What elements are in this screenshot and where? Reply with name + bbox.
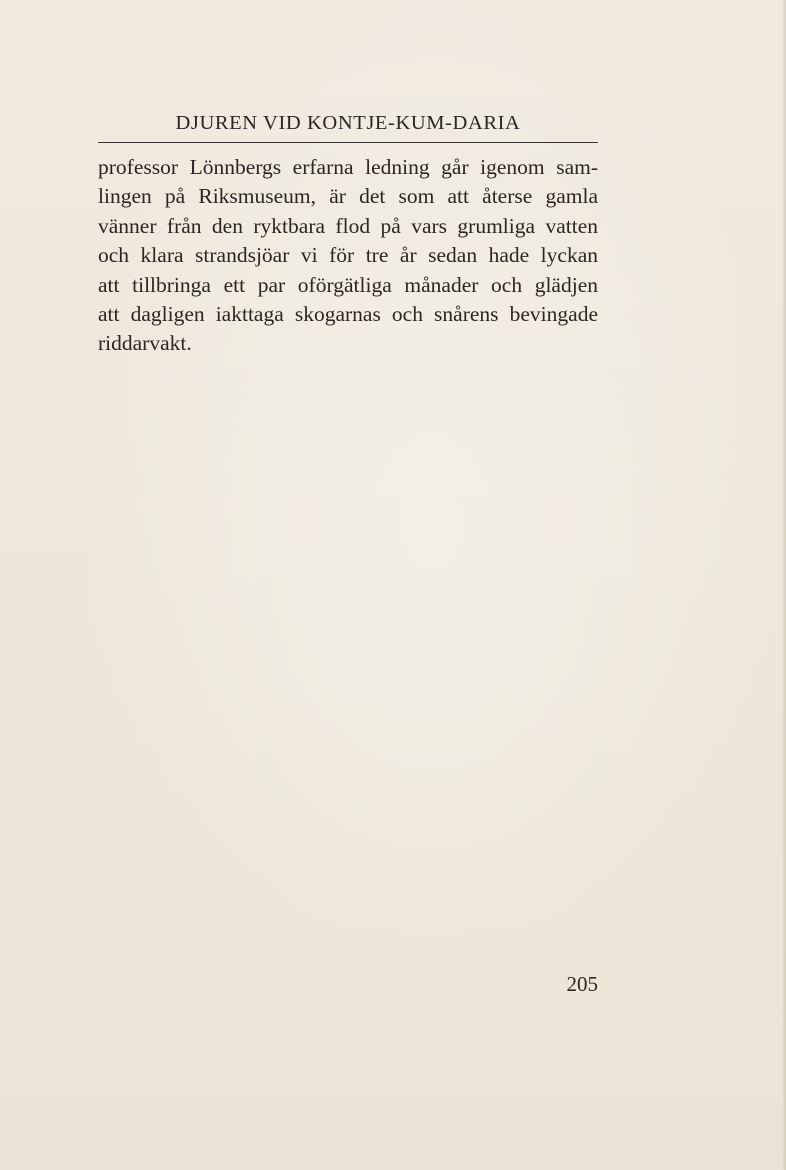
page-number: 205	[566, 972, 598, 996]
text-line: att tillbringa ett par oförgätliga månader och glädjen	[98, 272, 598, 297]
running-head: DJUREN VID KONTJE-KUM-DARIA	[175, 112, 521, 134]
page-edge	[782, 0, 786, 1170]
text-line: att dagligen iakttaga skogarnas och snårens bevingade	[98, 301, 598, 326]
body-paragraph	[98, 153, 598, 359]
header-rule	[98, 142, 598, 143]
text-line: professor Lönnbergs erfarna ledning går igenom sam-	[98, 155, 598, 179]
text-line: riddarvakt.	[98, 331, 192, 356]
text-line: vänner från den ryktbara flod på vars grumliga vatten	[98, 213, 598, 238]
text-line: lingen på Riksmuseum, är det som att återse gamla	[98, 184, 598, 209]
text-line: och klara strandsjöar vi för tre år sedan hade lyckan	[98, 243, 598, 268]
